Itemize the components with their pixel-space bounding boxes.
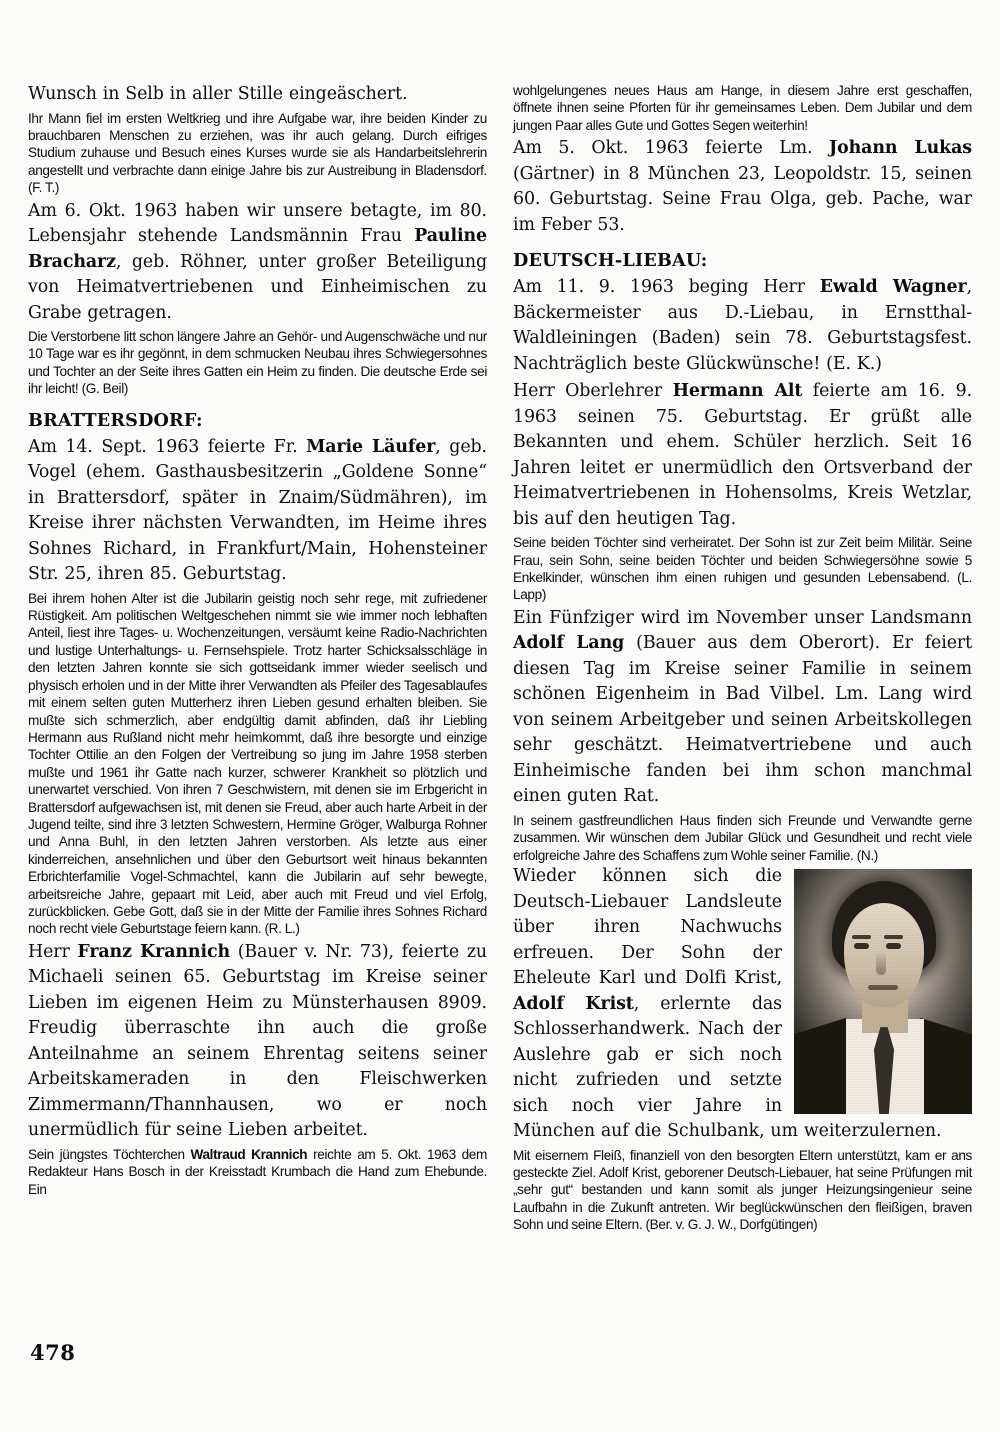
paragraph-fineprint: Die Verstorbene litt schon längere Jahre an Gehör- und Augenschwäche und nur 10 Tage war es ihr gegönnt, in dem schmucken Neubau ihres Schwiegersohnes und Tochter an der Seite ihres Gatten ein Heim zu finden. Die deutsche Erde sei ihr leicht! (G. Beil) (28, 329, 487, 397)
paragraph: Herr Oberlehrer Hermann Alt feierte am 16. 9. 1963 seinen 75. Geburtstag. Er grüßt alle Bekannten und ehem. Schüler herzlich. Seit 16 Jahren leitet er unermüdlich den Ortsverband der Heimatvertriebenen in Hohensolms, Kreis Wetzlar, bis auf den heutigen Tag. (513, 381, 972, 529)
paragraph-fineprint: wohlgelungenes neues Haus am Hange, in diesem Jahre erst geschaffen, öffnete ihnen seine Pforten für ihr gemeinsames Leben. Dem Jubilar und dem jungen Paar alles Gute und Gottes Segen weiterhin! (513, 83, 972, 133)
paragraph: Herr Franz Krannich (Bauer v. Nr. 73), feierte zu Michaeli seinen 65. Geburtstag im Kreise seiner Lieben im eigenen Heim zu Münsterhausen 8909. Freudig überraschte ihn auch die große Anteilnahme an seinem Ehrentag seitens seiner Arbeitskameraden in den Fleischwerken Zimmermann/Thannhausen, wo er noch unermüdlich für seine Lieben arbeitet. (28, 941, 487, 1141)
portrait-photo-adolf-krist (794, 869, 972, 1114)
paragraph-fineprint: Bei ihrem hohen Alter ist die Jubilarin geistig noch sehr rege, mit zufriedener Rüstigkeit. Am politischen Weltgeschehen nimmt sie wie immer noch lebhaften Anteil, liest ihre Tages- u. Wochenzeitungen, versäumt keine Radio-Nachrichten und lustige Unterhaltungs- u. Fernsehspiele. Trotz harter Schicksalsschläge in den letzten Jahren konnte sie sich gottseidank immer wieder seelisch und physisch erholen und in der Mitte ihrer Verwandten als Pfeiler des Tagesablaufes mit einem selten guten Mutterherz ihren Lieben gesund erhalten bleiben. Sie mußte sich schmerzlich, aber endgültig damit abfinden, daß ihr Liebling Hermann aus Rußland nicht mehr heimkommt, daß ihre besorgte und einzige Tochter Ottilie an den Folgen der Vertreibung so jung im Jahre 1958 sterben mußte und 1961 ihr Gatte nach kurzer, schwerer Krankheit so plötzlich und unerwartet verschied. Von ihren 7 Geschwistern, mit denen sie im Erbgericht in Brattersdorf aufgewachsen ist, mit denen sie Freud, aber auch harte Arbeit in der Jugend teilte, sind ihre 3 letzten Schwestern, Hermine Gröger, Walburga Rohner und Anna Buhl, in den letzten Jahren verstorben. Als letzte aus einer kinderreichen, ansehnlichen und über den Geburtsort weit hinaus bekannten Erbrichterfamilie Vogel-Schmachtel, kann die Jubilarin auf sehr bewegte, arbeitsreiche Jahre, gepaart mit Leid, aber auch mit Freud und viel Erfolg, zurückblicken. Gebe Gott, daß sie in der Mitte der Familie ihres Sohnes Richard noch recht viele Geburtstage feiern kann. (R. L.) (28, 590, 487, 937)
paragraph: Am 6. Okt. 1963 haben wir unsere betagte, im 80. Lebensjahr stehende Landsmännin Frau Pauline Bracharz, geb. Röhner, unter großer Beteiligung von Heimatvertriebenen und Einheimischen zu Grabe getragen. (28, 200, 487, 323)
paragraph: Am 11. 9. 1963 beging Herr Ewald Wagner, Bäckermeister aus D.-Liebau, in Ernstthal-Waldleiningen (Baden) sein 78. Geburtstagsfest. Nachträglich beste Glückwünsche! (E. K.) (513, 277, 973, 374)
paragraph: Am 5. Okt. 1963 feierte Lm. Johann Lukas (Gärtner) in 8 München 23, Leopoldstr. 15, seinen 60. Geburtstag. Seine Frau Olga, geb. Pache, war im Feber 53. (513, 138, 972, 235)
paragraph: Ein Fünfziger wird im November unser Landsmann Adolf Lang (Bauer aus dem Oberort). Er feiert diesen Tag im Kreise seiner Familie in seinem schönen Eigenheim in Bad Vilbel. Lm. Lang wird von seinem Arbeitgeber und seinen Arbeitskollegen sehr geschätzt. Heimatvertriebene und auch Einheimische fanden bei ihm schon manchmal einen guten Rat. (513, 607, 972, 807)
paragraph-fineprint: Ihr Mann fiel im ersten Weltkrieg und ihre Aufgabe war, ihre beiden Kinder zu brauchbaren Menschen zu erziehen, was ihr auch gelang. Durch eifriges Studium zuhause und Besuch eines Kurses wurde sie als Handarbeitslehrerin angestellt und verbrachte dann einige Jahre bis zur Austreibung in Bladensdorf. (F. T.) (28, 110, 487, 196)
section-heading-deutsch-liebau: DEUTSCH-LIEBAU: (513, 250, 708, 272)
paragraph-fineprint: Sein jüngstes Töchterchen Waltraud Krannich reichte am 5. Okt. 1963 dem Redakteur Hans Bosch in der Kreisstadt Krumbach die Hand zum Ehebunde. Ein (28, 1146, 487, 1197)
paragraph: Wunsch in Selb in aller Stille eingeäschert. (28, 84, 408, 104)
left-column (28, 82, 487, 1332)
paragraph-with-portrait: Wieder können sich die Deutsch-Liebauer Landsleute über ihren Nachwuchs erfreuen. Der Sohn der Eheleute Karl und Dolfi Krist, Adolf Krist, erlernte das Schlosserhandwerk. Nach der Auslehre gab er sich noch nicht zufrieden und setzte sich noch vier Jahre in München auf die Schulbank, um weiterzulernen. (513, 866, 942, 1142)
paragraph-fineprint: In seinem gastfreundlichen Haus finden sich Freunde und Verwandte gerne zusammen. Wir wünschen dem Jubilar Glück und Gesundheit und recht viele erfolgreiche Jahre des Schaffens zum Wohle seiner Familie. (N.) (513, 812, 972, 863)
right-column (513, 82, 972, 1332)
paragraph: Am 14. Sept. 1963 feierte Fr. Marie Läufer, geb. Vogel (ehem. Gasthausbesitzerin „Goldene Sonne“ in Brattersdorf, später in Znaim/Südmähren), im Kreise ihrer nächsten Verwandten, im Heime ihres Sohnes Richard, in Frankfurt/Main, Hohensteiner Str. 25, ihren 85. Geburtstag. (28, 436, 487, 585)
two-column-text-body (28, 82, 972, 1332)
page-number: 478 (30, 1340, 76, 1365)
section-heading-brattersdorf: BRATTERSDORF: (28, 409, 203, 431)
paragraph-fineprint: Seine beiden Töchter sind verheiratet. Der Sohn ist zur Zeit beim Militär. Seine Frau, sein Sohn, seine beiden Töchter und beiden Schwiegersöhne sowie 5 Enkelkinder, wünschen ihm einen ruhigen und gesunden Lebensabend. (L. Lapp) (513, 535, 972, 603)
halftone-grain-overlay (794, 869, 972, 1114)
portrait-figure (794, 869, 972, 1114)
paragraph-fineprint: Mit eisernem Fleiß, finanziell von den besorgten Eltern unterstützt, kam er ans gesteckte Ziel. Adolf Krist, geborener Deutsch-Liebauer, hat seine Prüfungen mit „sehr gut“ bestanden und kann somit als junger Heizungsingenieur seine Laufbahn in die Zukunft antreten. Wir beglückwünschen den fleißigen, braven Sohn und seine Eltern. (Ber. v. G. J. W., Dorfgütingen) (513, 1147, 972, 1233)
